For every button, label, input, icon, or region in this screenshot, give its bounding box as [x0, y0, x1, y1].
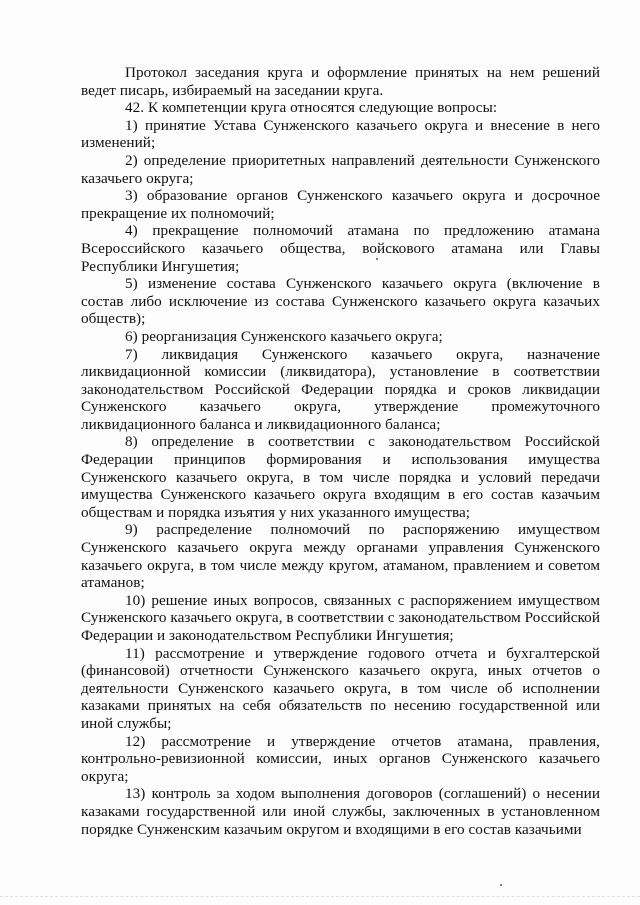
list-item-6: 6) реорганизация Сунженского казачьего округа;	[125, 327, 443, 345]
scan-edge-artifact	[0, 896, 640, 905]
list-item-12: 12) рассмотрение и утверждение отчетов атамана, правления, контрольно-ревизионной комиссии, иных органов Сунженского казачьего округа;	[81, 732, 600, 785]
paragraph-protocol: Протокол заседания круга и оформление принятых на нем решений ведет писарь, избираемый на заседании круга.	[81, 64, 600, 99]
list-item-1: 1) принятие Устава Сунженского казачьего округа и внесение в него изменений;	[81, 116, 600, 152]
scan-speck	[376, 258, 378, 260]
list-item-5: 5) изменение состава Сунженского казачьего округа (включение в состав либо исключение из состава Сунженского казачьего округа казачьих обществ);	[81, 275, 600, 328]
list-item-7: 7) ликвидация Сунженского казачьего округа, назначение ликвидационной комиссии (ликвидатора), установление в соответствии законодательством Российской Федерации порядка и сроков ликвидации Сунженского казачьего округа, утверждение промежуточного ликвидационного баланса и ликвидационного баланса;	[81, 345, 600, 433]
list-item-4: 4) прекращение полномочий атамана по предложению атамана Всероссийского казачьего общества, войскового атамана или Главы Республики Ингушетия;	[81, 222, 600, 275]
list-item-2: 2) определение приоритетных направлений деятельности Сунженского казачьего округа;	[81, 151, 600, 187]
list-item-3: 3) образование органов Сунженского казачьего округа и досрочное прекращение их полномочий;	[81, 187, 600, 222]
list-item-10: 10) решение иных вопросов, связанных с распоряжением имуществом Сунженского казачьего округа, в соответствии с законодательством Российской Федерации и законодательством Республики Ингушетия;	[81, 591, 600, 644]
list-item-13: 13) контроль за ходом выполнения договоров (соглашений) о несении казаками государственной или иной службы, заключенных в установленном порядке Сунженским казачьим округом и входящими в его состав казачьими	[81, 785, 600, 838]
list-item-11: 11) рассмотрение и утверждение годового отчета и бухгалтерской (финансовой) отчетности Сунженского казачьего округа, иных отчетов о деятельности Сунженского казачьего округа, в том числе об исполнении казаками принятых на себя обязательств по несению государственной или иной службы;	[81, 644, 600, 732]
paragraph-article-42: 42. К компетенции круга относятся следующие вопросы:	[125, 99, 498, 117]
list-item-9: 9) распределение полномочий по распоряжению имуществом Сунженского казачьего округа между органами управления Сунженского казачьего округа, в том числе между кругом, атаманом, правлением и советом атаманов;	[81, 521, 600, 592]
document-body	[81, 64, 600, 838]
list-item-8: 8) определение в соответствии с законодательством Российской Федерации принципов формирования и использования имущества Сунженского казачьего округа, в том числе порядка и условий передачи имущества Сунженского казачьего округа входящим в его состав казачьим обществам и порядка изъятия у них указанного имущества;	[81, 433, 600, 521]
scan-speck	[500, 884, 502, 886]
